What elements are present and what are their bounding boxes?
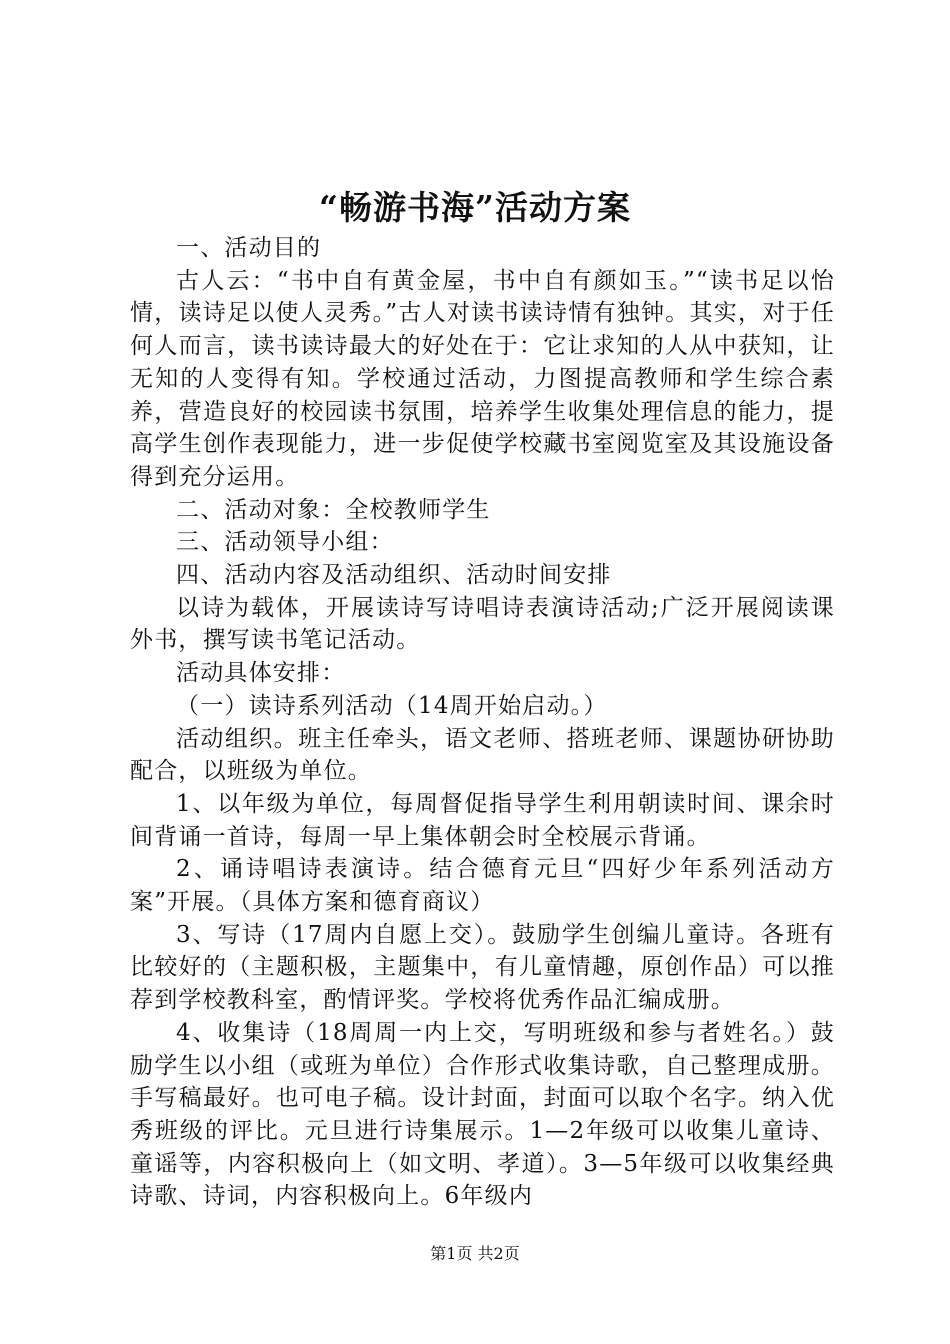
paragraph-content-overview: 以诗为载体，开展读诗写诗唱诗表演诗活动;广泛开展阅读课外书，撰写读书笔记活动。: [130, 594, 835, 654]
paragraph-reading-series: （一）读诗系列活动（14周开始启动。）: [176, 692, 608, 719]
document-body: [130, 232, 835, 1213]
document-title: “畅游书海”活动方案: [319, 188, 631, 227]
list-item-1: 1、以年级为单位，每周督促指导学生利用朝读时间、课余时间背诵一首诗，每周一早上集体朝会时全校展示背诵。: [130, 790, 835, 850]
section-heading-leadership: 三、活动领导小组：: [176, 529, 394, 556]
page-footer: 第1页 共2页: [430, 1244, 520, 1263]
paragraph-organization: 活动组织。班主任牵头，语文老师、搭班老师、课题协研协助配合，以班级为单位。: [130, 725, 835, 785]
list-item-2: 2、诵诗唱诗表演诗。结合德育元旦“四好少年系列活动方案”开展。（具体方案和德育商议）: [130, 856, 835, 916]
paragraph-purpose-text: 古人云：“书中自有黄金屋，书中自有颜如玉。”“读书足以怡情，读诗足以使人灵秀。”古人对读书读诗情有独钟。其实，对于任何人而言，读书读诗最大的好处在于：它让求知的人从中获知，让无知的人变得有知。学校通过活动，力图提高教师和学生综合素养，营造良好的校园读书氛围，培养学生收集处理信息的能力，提高学生创作表现能力，进一步促使学校藏书室阅览室及其设施设备得到充分运用。: [130, 267, 835, 490]
section-heading-target: 二、活动对象：全校教师学生: [176, 496, 491, 523]
section-heading-purpose: 一、活动目的: [176, 235, 322, 261]
list-item-4: 4、收集诗（18周周一内上交，写明班级和参与者姓名。）鼓励学生以小组（或班为单位）合作形式收集诗歌，自己整理成册。手写稿最好。也可电子稿。设计封面，封面可以取个名字。纳入优秀班级的评比。元旦进行诗集展示。1—2年级可以收集儿童诗、童谣等，内容积极向上（如文明、孝道）。3—5年级可以收集经典诗歌、诗词，内容积极向上。6年级内: [130, 1019, 835, 1210]
section-heading-content: 四、活动内容及活动组织、活动时间安排: [176, 562, 612, 589]
paragraph-arrangement-label: 活动具体安排：: [176, 660, 346, 687]
list-item-3: 3、写诗（17周内自愿上交）。鼓励学生创编儿童诗。各班有比较好的（主题积极，主题集中，有儿童情趣，原创作品）可以推荐到学校教科室，酌情评奖。学校将优秀作品汇编成册。: [130, 921, 835, 1014]
